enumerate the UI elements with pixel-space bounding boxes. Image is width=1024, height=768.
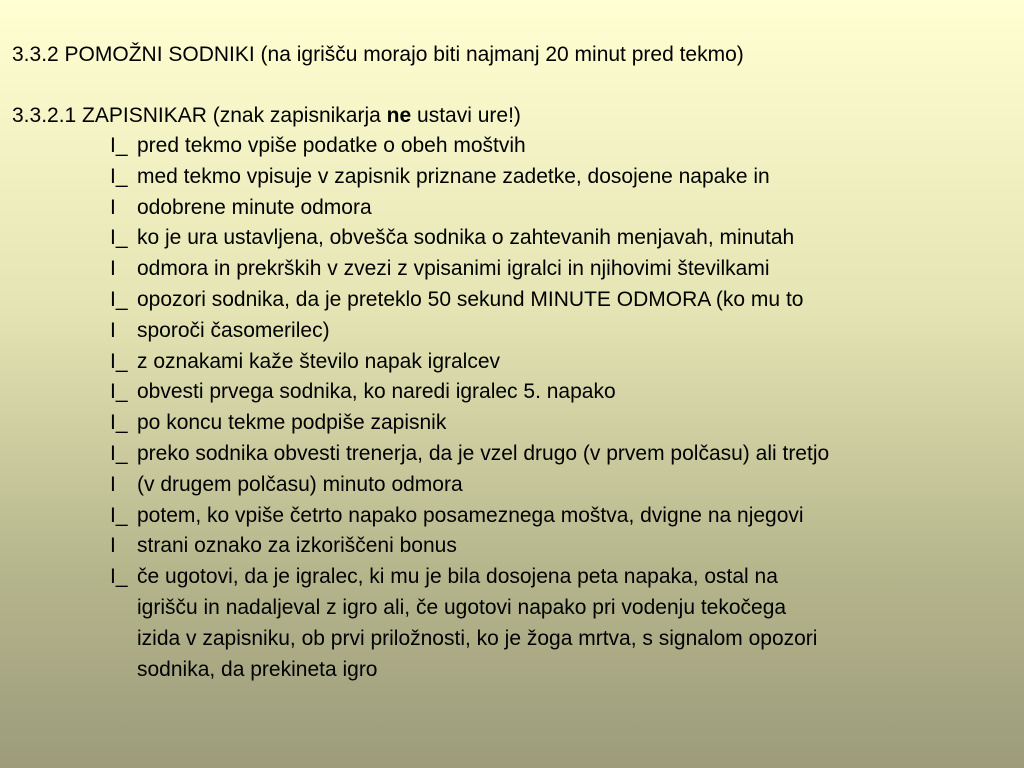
list-item bbox=[12, 408, 1012, 439]
list-item-continuation bbox=[12, 655, 1012, 686]
list-marker bbox=[110, 655, 137, 686]
list-marker: I bbox=[110, 195, 116, 219]
duty-list bbox=[12, 131, 1012, 685]
list-marker: I bbox=[110, 318, 116, 342]
list-marker: I bbox=[110, 257, 116, 281]
list-item bbox=[12, 347, 1012, 378]
list-item bbox=[12, 470, 1012, 501]
list-item bbox=[12, 193, 1012, 224]
list-marker: I_ bbox=[110, 287, 128, 311]
list-item bbox=[12, 316, 1012, 347]
list-item bbox=[12, 377, 1012, 408]
list-item-text: odmora in prekrških v zvezi z vpisanimi igralci in njihovimi številkami bbox=[137, 257, 770, 281]
list-item-text: igrišču in nadaljeval z igro ali, če ugotovi napako pri vodenju tekočega bbox=[137, 595, 787, 619]
list-marker bbox=[110, 593, 137, 624]
list-marker: I_ bbox=[110, 134, 128, 157]
list-item-text: obvesti prvega sodnika, ko naredi igralec 5. napako bbox=[137, 380, 616, 404]
list-item bbox=[12, 131, 1012, 162]
list-item bbox=[12, 562, 1012, 593]
list-item-text: po koncu tekme podpiše zapisnik bbox=[137, 411, 447, 435]
list-marker: I_ bbox=[110, 164, 128, 188]
list-marker bbox=[110, 624, 137, 655]
list-item-continuation bbox=[12, 624, 1012, 655]
subsection-heading-suffix: ustavi ure!) bbox=[411, 104, 521, 127]
list-item bbox=[12, 285, 1012, 316]
list-item-text: preko sodnika obvesti trenerja, da je vzel drugo (v prvem polčasu) ali tretjo bbox=[137, 441, 830, 465]
list-item-text: odobrene minute odmora bbox=[137, 195, 372, 219]
list-item-text: med tekmo vpisuje v zapisnik priznane zadetke, dosojene napake in bbox=[137, 164, 770, 188]
list-item-text: potem, ko vpiše četrto napako posameznega moštva, dvigne na njegovi bbox=[137, 503, 804, 527]
subsection-heading bbox=[12, 101, 1012, 131]
subsection-heading-prefix: 3.3.2.1 ZAPISNIKAR (znak zapisnikarja bbox=[12, 104, 387, 127]
list-marker: I bbox=[110, 472, 116, 496]
subsection-heading-emphasis: ne bbox=[386, 104, 412, 127]
list-item bbox=[12, 254, 1012, 285]
list-item-text: če ugotovi, da je igralec, ki mu je bila dosojena peta napaka, ostal na bbox=[137, 565, 778, 589]
section-heading: 3.3.2 POMOŽNI SODNIKI (na igrišču morajo biti najmanj 20 minut pred tekmo) bbox=[12, 43, 744, 66]
list-item bbox=[12, 439, 1012, 470]
list-item-text: (v drugem polčasu) minuto odmora bbox=[137, 472, 463, 496]
list-marker: I_ bbox=[110, 349, 128, 373]
list-marker: I_ bbox=[110, 565, 128, 589]
list-item-text: strani oznako za izkoriščeni bonus bbox=[137, 534, 457, 558]
list-marker: I_ bbox=[110, 226, 128, 250]
list-item bbox=[12, 501, 1012, 532]
list-item-text: z oznakami kaže število napak igralcev bbox=[137, 349, 501, 373]
list-item-text: opozori sodnika, da je preteklo 50 sekund MINUTE ODMORA (ko mu to bbox=[137, 287, 804, 311]
list-item-continuation bbox=[12, 593, 1012, 624]
list-marker: I_ bbox=[110, 441, 128, 465]
list-marker: I_ bbox=[110, 380, 128, 404]
list-item-text: ko je ura ustavljena, obvešča sodnika o zahtevanih menjavah, minutah bbox=[137, 226, 795, 250]
list-item-text: sodnika, da prekineta igro bbox=[137, 657, 378, 681]
list-item bbox=[12, 531, 1012, 562]
list-marker: I_ bbox=[110, 503, 128, 527]
slide-content bbox=[12, 40, 1012, 685]
list-item-text: izida v zapisniku, ob prvi priložnosti, ko je žoga mrtva, s signalom opozori bbox=[137, 626, 818, 650]
list-item bbox=[12, 162, 1012, 193]
list-item-text: sporoči časomerilec) bbox=[137, 318, 330, 342]
list-item bbox=[12, 223, 1012, 254]
list-item-text: pred tekmo vpiše podatke o obeh moštvih bbox=[137, 134, 526, 157]
list-marker: I bbox=[110, 534, 116, 558]
list-marker: I_ bbox=[110, 411, 128, 435]
